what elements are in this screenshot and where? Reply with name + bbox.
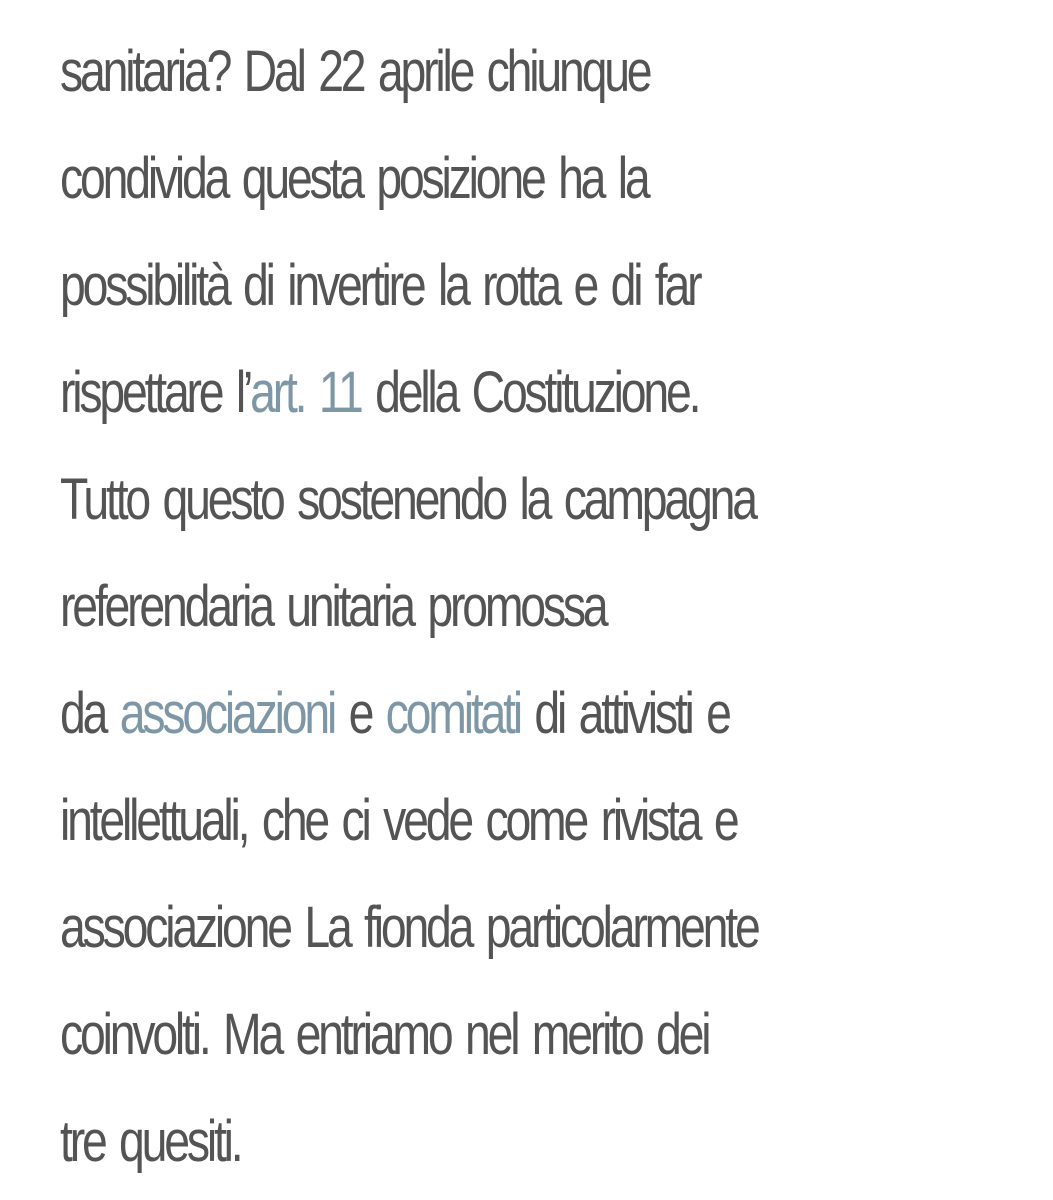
paragraph-line-2: condivida questa posizione ha la (60, 146, 648, 211)
article-paragraph (60, 18, 844, 1195)
text-segment: di attivisti e (519, 681, 729, 746)
paragraph-line-9: associazione La fionda particolarmente (60, 895, 758, 960)
text-segment: rispettare l’ (60, 360, 251, 425)
link-comitati[interactable]: comitati (385, 681, 520, 746)
paragraph-line-4 (60, 339, 844, 446)
link-associazioni[interactable]: associazioni (119, 681, 335, 746)
paragraph-line-7 (60, 660, 844, 767)
paragraph-line-10: coinvolti. Ma entriamo nel merito dei (60, 1002, 709, 1067)
paragraph-line-6: referendaria unitaria promossa (60, 574, 606, 639)
paragraph-line-8: intellettuali, che ci vede come rivista e (60, 788, 737, 853)
paragraph-line-5: Tutto questo sostenendo la campagna (60, 467, 755, 532)
text-segment: della Costituzione. (360, 360, 699, 425)
text-segment: da (60, 681, 120, 746)
paragraph-line-3: possibilità di invertire la rotta e di far (60, 253, 700, 318)
text-segment: e (334, 681, 386, 746)
paragraph-line-11: tre quesiti. (60, 1109, 241, 1174)
paragraph-line-1: sanitaria? Dal 22 aprile chiunque (60, 39, 650, 104)
link-art-11[interactable]: art. 11 (250, 360, 361, 425)
